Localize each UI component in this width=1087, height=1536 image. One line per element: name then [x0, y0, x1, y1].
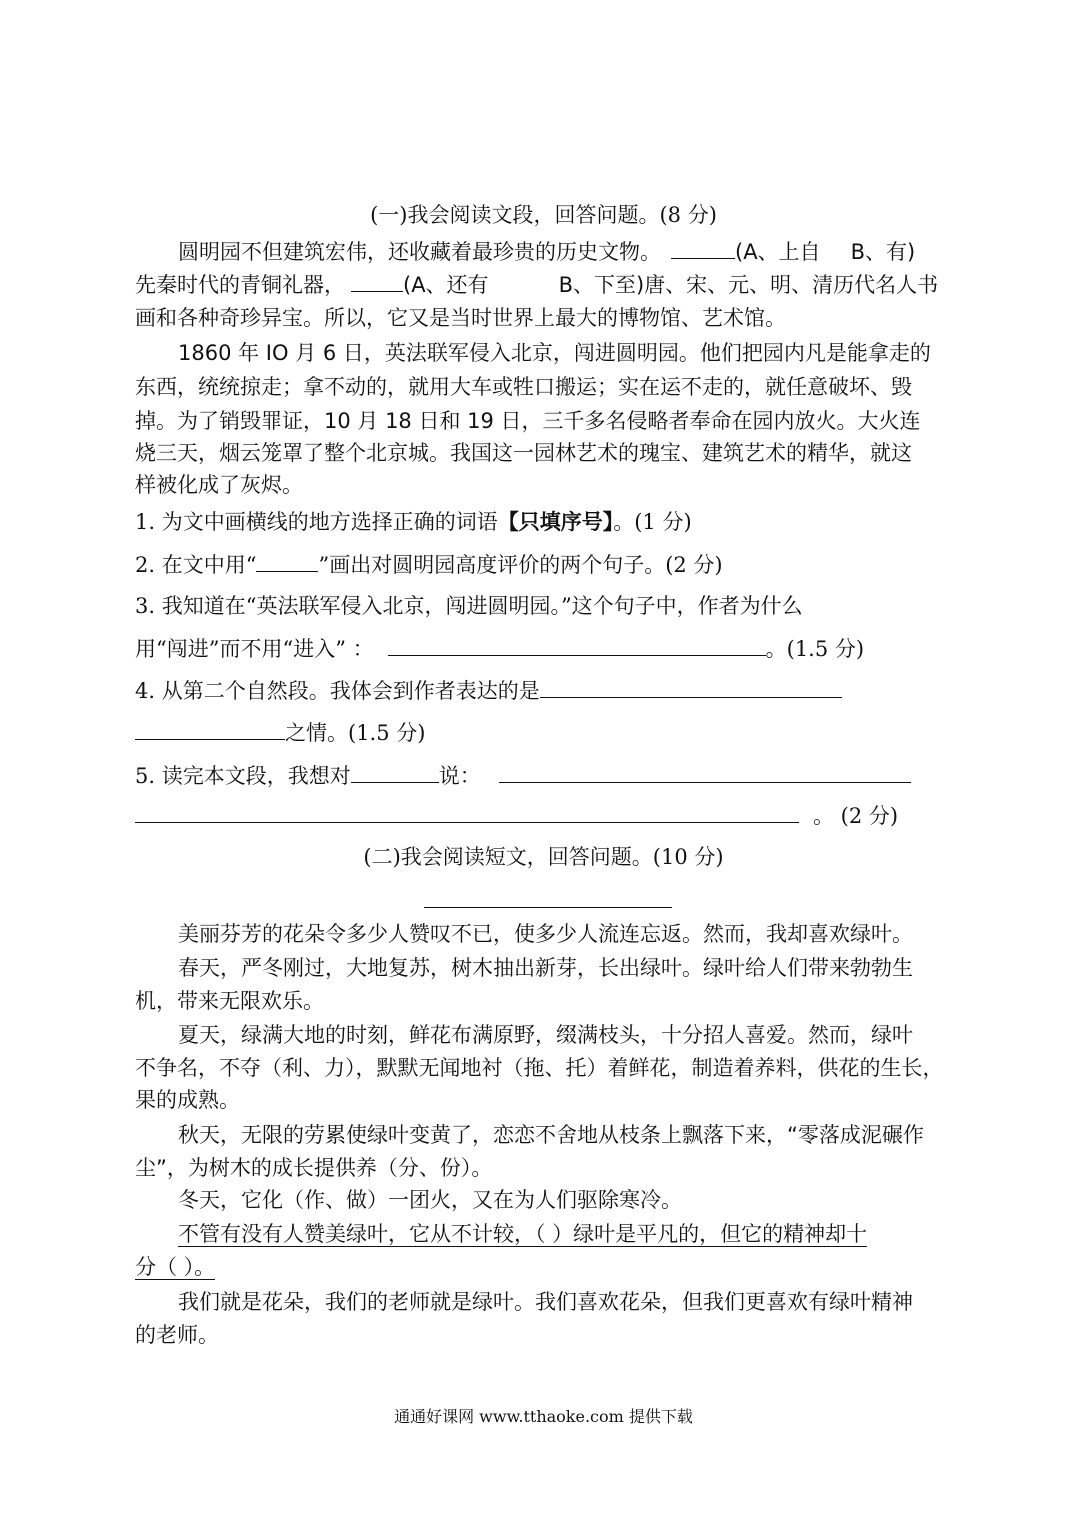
answer-blank[interactable]: [540, 675, 842, 698]
section1-heading: (一)我会阅读文段，回答问题。(8 分): [370, 203, 717, 227]
passage2-line: 秋天，无限的劳累使绿叶变黄了，恋恋不舍地从枝条上飘落下来，“零落成泥碾作: [178, 1123, 924, 1147]
passage2-line: 春天，严冬刚过，大地复苏，树木抽出新芽，长出绿叶。绿叶给人们带来勃勃生: [178, 956, 913, 980]
passage2-line: 美丽芬芳的花朵令多少人赞叹不已，使多少人流连忘返。然而，我却喜欢绿叶。: [178, 922, 913, 946]
passage2-line: 尘”，为树木的成长提供养（分、份）。: [135, 1156, 493, 1180]
passage2-line: 机，带来无限欢乐。: [135, 989, 324, 1013]
question-3: 3. 我知道在“英法联军侵入北京，闯进圆明园。”这个句子中，作者为什么: [135, 594, 803, 618]
question-5: 5. 读完本文段，我想对 说：: [135, 760, 911, 791]
answer-blank[interactable]: [671, 236, 735, 259]
answer-blank[interactable]: [499, 760, 911, 783]
passage2-line: 冬天，它化（作、做）一团火，又在为人们驱除寒冷。: [178, 1188, 682, 1212]
answer-blank[interactable]: [351, 269, 403, 292]
question-5-answer-line: 。 (2 分): [135, 800, 898, 831]
answer-blank[interactable]: [135, 717, 285, 740]
question-4-answer-line: 之情。(1.5 分): [135, 717, 425, 748]
passage2-line: 不争名，不夺（利、力），默默无闻地衬（拖、托）着鲜花，制造着养料，供花的生长，: [135, 1056, 944, 1080]
question-1: 1. 为文中画横线的地方选择正确的词语【只填序号】。(1 分): [135, 510, 692, 534]
passage1-line: 先秦时代的青铜礼器， (A、还有 B、下至)唐、宋、元、明、清历代名人书: [135, 269, 938, 300]
passage2-line: 我们就是花朵，我们的老师就是绿叶。我们喜欢花朵，但我们更喜欢有绿叶精神: [178, 1290, 913, 1314]
section2-heading: (二)我会阅读短文，回答问题。(10 分): [363, 845, 724, 869]
passage2-underlined-sentence: 分（ ）。: [135, 1255, 216, 1279]
answer-blank[interactable]: [135, 800, 799, 823]
passage2-line: 果的成熟。: [135, 1088, 240, 1112]
passage2-line: 夏天，绿满大地的时刻，鲜花布满原野，缀满枝头，十分招人喜爱。然而，绿叶: [178, 1023, 913, 1047]
passage2-line: 的老师。: [135, 1323, 219, 1347]
passage1-line: 掉。为了销毁罪证，10 月 18 日和 19 日，三千多名侵略者奉命在园内放火。大火连: [135, 409, 921, 433]
page-footer: 通通好课网 www.tthaoke.com 提供下载: [394, 1407, 693, 1426]
passage2-underlined-sentence: 不管有没有人赞美绿叶，它从不计较，（ ）绿叶是平凡的，但它的精神却十: [178, 1222, 868, 1246]
passage1-line: 画和各种奇珍异宝。所以，它又是当时世界上最大的博物馆、艺术馆。: [135, 306, 786, 330]
answer-blank[interactable]: [256, 549, 318, 572]
passage1-line: 1860 年 IO 月 6 日，英法联军侵入北京，闯进圆明园。他们把园内凡是能拿走的: [178, 341, 931, 365]
passage1-line: 烧三天，烟云笼罩了整个北京城。我国这一园林艺术的瑰宝、建筑艺术的精华，就这: [135, 441, 912, 465]
passage1-line: 样被化成了灰烬。: [135, 473, 303, 497]
passage1-line: 圆明园不但建筑宏伟，还收藏着最珍贵的历史文物。 (A、上自 B、有): [178, 236, 915, 267]
question-4: 4. 从第二个自然段。我体会到作者表达的是: [135, 675, 842, 706]
passage1-line: 东西，统统掠走；拿不动的，就用大车或牲口搬运；实在运不走的，就任意破坏、毁: [135, 375, 912, 399]
title-blank[interactable]: [424, 907, 672, 908]
answer-blank[interactable]: [388, 633, 766, 656]
answer-blank[interactable]: [351, 760, 439, 783]
question-2: 2. 在文中用“ ”画出对圆明园高度评价的两个句子。(2 分): [135, 549, 723, 580]
question-3-answer-line: 用“闯进”而不用“进入” ： 。(1.5 分): [135, 633, 864, 664]
